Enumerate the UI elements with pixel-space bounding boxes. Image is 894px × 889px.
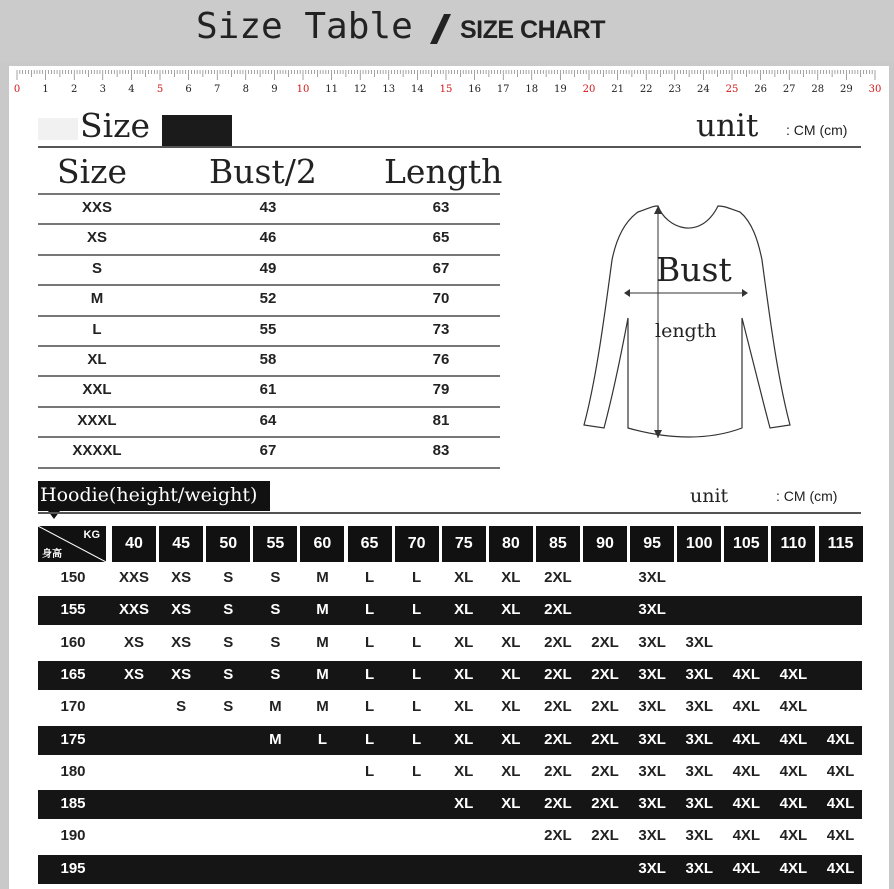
ruler-number: 16 bbox=[468, 84, 481, 95]
size-cell: XS bbox=[171, 665, 192, 683]
size-cell: S bbox=[223, 633, 234, 651]
size-cell: 3XL bbox=[638, 698, 666, 716]
size-table-cell: M bbox=[90, 290, 104, 308]
row-divider bbox=[38, 375, 500, 377]
ruler-number: 28 bbox=[811, 84, 825, 95]
size-table-cell: L bbox=[92, 320, 102, 338]
height-label: 150 bbox=[60, 569, 86, 586]
size-cell: XL bbox=[501, 569, 521, 586]
size-table-cell: 79 bbox=[432, 381, 450, 399]
size-cell: 3XL bbox=[685, 762, 714, 780]
size-cell: 3XL bbox=[685, 633, 714, 651]
ruler-number: 7 bbox=[214, 84, 221, 95]
size-cell: L bbox=[412, 730, 422, 748]
ruler-number: 3 bbox=[99, 84, 106, 95]
size-cell: 3XL bbox=[638, 762, 666, 780]
size-cell: 3XL bbox=[638, 827, 666, 845]
size-cell: S bbox=[270, 665, 281, 683]
ruler-number: 14 bbox=[411, 84, 424, 95]
banner-title: Size Table bbox=[196, 6, 413, 47]
size-table-cell: XXL bbox=[82, 381, 112, 399]
ruler-number: 9 bbox=[271, 84, 278, 95]
size-cell: 4XL bbox=[826, 762, 855, 780]
size-cell: 3XL bbox=[638, 730, 666, 748]
unit-label: unit bbox=[690, 485, 729, 507]
ruler-number: 23 bbox=[668, 84, 682, 95]
size-cell: XL bbox=[501, 762, 521, 780]
ruler-number: 10 bbox=[296, 84, 310, 95]
ruler-ticks bbox=[9, 70, 889, 84]
size-cell: M bbox=[316, 698, 329, 716]
ruler-number: 21 bbox=[611, 84, 624, 95]
size-table-cell: XXXL bbox=[77, 411, 117, 429]
size-cell: 3XL bbox=[685, 730, 714, 748]
size-table-cell: XS bbox=[86, 229, 108, 247]
size-cell: S bbox=[176, 698, 187, 716]
size-cell: 3XL bbox=[638, 795, 666, 813]
corner-kg-label: KG bbox=[83, 529, 100, 541]
size-table-cell: 61 bbox=[259, 381, 277, 399]
size-cell: 2XL bbox=[544, 569, 572, 586]
ruler-number: 25 bbox=[725, 84, 739, 95]
size-table-cell: 65 bbox=[432, 229, 450, 247]
weight-header-cell: 55 bbox=[253, 526, 297, 562]
size-cell: L bbox=[412, 665, 422, 683]
weight-header-cell: 95 bbox=[630, 526, 674, 562]
size-table-cell: 67 bbox=[259, 442, 277, 460]
size-cell: M bbox=[316, 665, 329, 683]
height-label: 190 bbox=[60, 827, 86, 845]
ruler-number: 0 bbox=[13, 84, 21, 95]
weight-header-cell: 70 bbox=[395, 526, 439, 562]
size-cell: L bbox=[364, 730, 375, 748]
size-cell: L bbox=[317, 730, 328, 748]
size-cell: 2XL bbox=[544, 730, 572, 748]
ruler-number: 15 bbox=[439, 84, 453, 95]
size-cell: XL bbox=[501, 665, 521, 683]
height-label: 195 bbox=[60, 859, 86, 877]
divider bbox=[38, 146, 861, 148]
size-cell: M bbox=[269, 698, 282, 716]
height-label: 180 bbox=[60, 762, 86, 780]
size-table-cell: S bbox=[91, 259, 103, 277]
size-cell: XS bbox=[171, 569, 192, 586]
size-table-cell: 64 bbox=[259, 411, 277, 429]
size-cell: 2XL bbox=[591, 762, 619, 780]
ruler-number: 1 bbox=[42, 84, 49, 95]
size-cell: 4XL bbox=[826, 730, 855, 748]
ruler-number: 12 bbox=[353, 84, 367, 95]
size-cell: 2XL bbox=[591, 730, 619, 748]
height-label: 160 bbox=[60, 633, 86, 651]
ruler-number: 19 bbox=[554, 84, 567, 95]
header-banner bbox=[0, 0, 894, 62]
table-row-band bbox=[38, 596, 862, 625]
unit-value: : CM (cm) bbox=[786, 122, 848, 138]
size-cell: 2XL bbox=[591, 698, 619, 716]
size-cell: M bbox=[316, 601, 329, 619]
size-cell: XS bbox=[171, 633, 192, 651]
size-cell: 3XL bbox=[638, 859, 666, 877]
size-cell: S bbox=[270, 569, 281, 586]
size-table-cell: 63 bbox=[432, 199, 450, 216]
size-table-cell: 49 bbox=[259, 259, 277, 277]
ruler-number: 20 bbox=[582, 84, 596, 95]
size-cell: L bbox=[364, 601, 375, 619]
weight-header-cell: 60 bbox=[300, 526, 344, 562]
weight-header-cell: 75 bbox=[442, 526, 486, 562]
size-cell: 4XL bbox=[779, 762, 808, 780]
size-cell: L bbox=[412, 698, 422, 716]
size-cell: 2XL bbox=[591, 827, 619, 845]
size-table-cell: XXS bbox=[81, 199, 113, 216]
ruler-number: 27 bbox=[782, 84, 796, 95]
weight-header-cell: 50 bbox=[206, 526, 250, 562]
size-cell: 3XL bbox=[685, 698, 714, 716]
weight-header-cell: 100 bbox=[677, 526, 721, 562]
ruler-number: 11 bbox=[325, 84, 338, 95]
banner-subtitle: SIZE CHART bbox=[460, 16, 605, 44]
redaction-mark bbox=[162, 115, 232, 147]
size-table-cell: 73 bbox=[432, 320, 450, 338]
size-cell: S bbox=[270, 601, 281, 619]
row-divider bbox=[38, 345, 500, 347]
weight-header-cell: 90 bbox=[583, 526, 627, 562]
size-cell: M bbox=[316, 569, 329, 586]
size-table-cell: 58 bbox=[259, 351, 277, 368]
size-cell: 3XL bbox=[685, 827, 714, 845]
size-table-cell: 70 bbox=[432, 290, 450, 308]
size-cell: 4XL bbox=[779, 665, 808, 683]
row-divider bbox=[38, 436, 500, 438]
size-cell: XS bbox=[171, 601, 192, 619]
size-cell: 3XL bbox=[685, 859, 714, 877]
weight-header-cell: 80 bbox=[489, 526, 533, 562]
height-label: 185 bbox=[60, 795, 86, 813]
size-cell: 4XL bbox=[826, 827, 855, 845]
size-cell: 4XL bbox=[779, 698, 808, 716]
row-divider bbox=[38, 467, 500, 469]
height-label: 175 bbox=[60, 730, 86, 748]
size-table-cell: 76 bbox=[432, 351, 450, 368]
ruler-number: 17 bbox=[496, 84, 510, 95]
size-cell: 3XL bbox=[638, 601, 666, 619]
size-cell: L bbox=[364, 762, 375, 780]
size-cell: 3XL bbox=[685, 795, 714, 813]
size-cell: 3XL bbox=[638, 633, 666, 651]
size-cell: 4XL bbox=[732, 827, 761, 845]
size-cell: 4XL bbox=[732, 665, 761, 683]
size-cell: S bbox=[223, 698, 234, 716]
size-cell: S bbox=[223, 569, 234, 586]
row-divider bbox=[38, 406, 500, 408]
size-cell: 4XL bbox=[779, 827, 808, 845]
size-table-cell: 81 bbox=[432, 411, 450, 429]
ruler bbox=[9, 70, 889, 100]
size-table-cell: XXXXL bbox=[72, 442, 122, 460]
size-table-cell: XL bbox=[87, 351, 107, 368]
ruler-number: 26 bbox=[754, 84, 767, 95]
weight-header-cell: 65 bbox=[348, 526, 392, 562]
hoodie-title: Hoodie(height/weight) bbox=[40, 484, 258, 506]
size-cell: 2XL bbox=[544, 698, 572, 716]
size-cell: XL bbox=[454, 698, 474, 716]
ruler-number: 6 bbox=[185, 84, 192, 95]
ruler-number: 30 bbox=[868, 84, 882, 95]
size-cell: XL bbox=[454, 665, 474, 683]
divider bbox=[38, 512, 861, 514]
weight-header-cell: 105 bbox=[724, 526, 768, 562]
size-cell: 3XL bbox=[638, 665, 666, 683]
corner-height-label: 身高 bbox=[42, 549, 62, 560]
size-cell: 4XL bbox=[779, 730, 808, 748]
size-cell: 4XL bbox=[779, 859, 808, 877]
size-cell: 2XL bbox=[544, 827, 572, 845]
height-label: 165 bbox=[60, 665, 86, 683]
unit-label: unit bbox=[696, 108, 759, 144]
size-cell: 4XL bbox=[732, 730, 761, 748]
size-table-cell: 46 bbox=[259, 229, 277, 247]
size-cell: 2XL bbox=[591, 633, 619, 651]
column-header-bust: Bust/2 bbox=[209, 152, 317, 191]
height-label: 170 bbox=[60, 698, 86, 716]
size-cell: S bbox=[223, 601, 234, 619]
size-cell: 4XL bbox=[732, 698, 761, 716]
size-cell: XL bbox=[454, 601, 474, 619]
size-heading: Size bbox=[80, 106, 151, 145]
unit-value: : CM (cm) bbox=[776, 488, 838, 504]
size-cell: 3XL bbox=[685, 665, 714, 683]
size-cell: 4XL bbox=[732, 859, 761, 877]
ruler-number: 4 bbox=[128, 84, 135, 95]
size-cell: L bbox=[364, 665, 375, 683]
size-cell: L bbox=[412, 601, 422, 619]
size-cell: 4XL bbox=[826, 795, 855, 813]
weight-header-cell: 85 bbox=[536, 526, 580, 562]
size-table-cell: 43 bbox=[259, 199, 277, 216]
column-header-length: Length bbox=[384, 152, 503, 191]
size-cell: XL bbox=[501, 730, 521, 748]
size-cell: 4XL bbox=[732, 762, 761, 780]
ruler-number: 24 bbox=[697, 84, 710, 95]
size-cell: XL bbox=[501, 601, 521, 619]
size-cell: 3XL bbox=[638, 569, 666, 586]
row-divider bbox=[38, 254, 500, 256]
size-cell: XXS bbox=[119, 569, 150, 586]
weight-header-cell: 115 bbox=[819, 526, 863, 562]
size-cell: 2XL bbox=[591, 665, 619, 683]
weight-header-cell: 45 bbox=[159, 526, 203, 562]
size-cell: 4XL bbox=[732, 795, 761, 813]
row-divider bbox=[38, 223, 500, 225]
ruler-number: 2 bbox=[71, 84, 78, 95]
size-table-cell: 83 bbox=[432, 442, 450, 460]
length-label: length bbox=[655, 320, 717, 342]
slash-icon bbox=[424, 12, 458, 46]
bust-label: Bust bbox=[656, 250, 732, 289]
size-cell: M bbox=[316, 633, 329, 651]
size-cell: 2XL bbox=[591, 795, 619, 813]
row-divider bbox=[38, 315, 500, 317]
size-cell: L bbox=[412, 762, 422, 780]
column-header-size: Size bbox=[57, 152, 128, 191]
size-table-cell: 52 bbox=[259, 290, 277, 308]
size-cell: L bbox=[364, 633, 375, 651]
row-divider bbox=[38, 193, 500, 195]
size-table-cell: 67 bbox=[432, 259, 450, 277]
ruler-number: 8 bbox=[242, 84, 249, 95]
redaction-mark bbox=[38, 118, 78, 140]
size-cell: 4XL bbox=[779, 795, 808, 813]
size-cell: 2XL bbox=[544, 633, 572, 651]
ruler-number: 18 bbox=[525, 84, 539, 95]
size-cell: 2XL bbox=[544, 795, 572, 813]
size-cell: L bbox=[364, 569, 375, 586]
size-cell: S bbox=[270, 633, 281, 651]
size-table-cell: 55 bbox=[259, 320, 277, 338]
size-cell: L bbox=[412, 633, 422, 651]
size-cell: XL bbox=[454, 569, 474, 586]
size-cell: XL bbox=[501, 795, 521, 813]
size-cell: L bbox=[412, 569, 422, 586]
size-cell: XL bbox=[501, 698, 521, 716]
size-cell: 2XL bbox=[544, 762, 572, 780]
size-cell: XS bbox=[124, 665, 145, 683]
size-cell: L bbox=[364, 698, 375, 716]
size-cell: S bbox=[223, 665, 234, 683]
size-cell: XXS bbox=[119, 601, 150, 619]
table-corner-cell bbox=[38, 526, 106, 562]
weight-header-cell: 40 bbox=[112, 526, 156, 562]
size-cell: XL bbox=[454, 795, 474, 813]
ruler-number: 13 bbox=[382, 84, 396, 95]
size-cell: XL bbox=[501, 633, 521, 651]
ruler-number: 5 bbox=[156, 84, 164, 95]
height-label: 155 bbox=[60, 601, 86, 619]
size-cell: XL bbox=[454, 762, 474, 780]
ruler-number: 22 bbox=[639, 84, 653, 95]
weight-header-cell: 110 bbox=[771, 526, 815, 562]
size-cell: 2XL bbox=[544, 601, 572, 619]
size-cell: 2XL bbox=[544, 665, 572, 683]
size-cell: M bbox=[269, 730, 282, 748]
size-cell: XS bbox=[124, 633, 145, 651]
size-cell: XL bbox=[454, 730, 474, 748]
row-divider bbox=[38, 284, 500, 286]
size-cell: 4XL bbox=[826, 859, 855, 877]
size-cell: XL bbox=[454, 633, 474, 651]
ruler-number: 29 bbox=[840, 84, 853, 95]
